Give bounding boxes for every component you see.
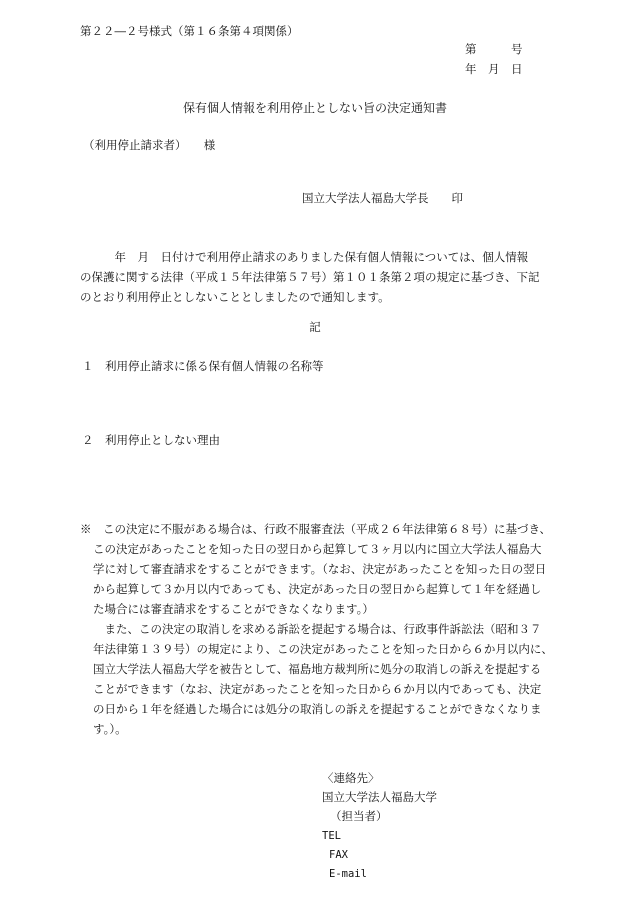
appeal-note	[80, 519, 570, 739]
note-line: この決定があったことを知った日の翌日から起算して３ヶ月以内に国立大学法人福島大	[93, 542, 542, 556]
contact-tel: TEL	[322, 829, 341, 842]
body-line: 年 月 日付けで利用停止請求のありました保有個人情報については、個人情報	[80, 250, 529, 264]
note-line: 年法律第１３９号）の規定により、この決定があったことを知った日から６か月以内に、	[93, 642, 553, 656]
note-line: す。）。	[93, 722, 127, 736]
document-title: 保有個人情報を利用停止としない旨の決定通知書	[182, 101, 447, 115]
body-paragraph	[80, 247, 560, 307]
contact-fax: FAX	[329, 848, 348, 861]
contact-heading: 〈連絡先〉	[322, 771, 380, 785]
note-line: から起算して３か月以内であっても、決定があった日の翌日から起算して１年を経過し	[93, 582, 542, 596]
note-line: た場合には審査請求をすることができなくなります。）	[93, 602, 374, 616]
body-line: の保護に関する法律（平成１５年法律第５７号）第１０１条第２項の規定に基づき、下記	[80, 270, 540, 284]
note-line: 国立大学法人福島大学を被告として、福島地方裁判所に処分の取消しの訴えを提起する	[93, 662, 542, 676]
note-line: 学に対して審査請求をすることができます。（なお、決定があったことを知った日の翌日	[93, 562, 547, 576]
document-number: 第 号	[465, 42, 523, 56]
contact-block	[322, 769, 437, 884]
document-date: 年 月 日	[465, 62, 523, 76]
note-line: ※ この決定に不服がある場合は、行政不服審査法（平成２６年法律第６８号）に基づき、	[80, 522, 552, 536]
form-number: 第２２―２号様式（第１６条第４項関係）	[80, 24, 299, 38]
body-line: のとおり利用停止としないこととしましたので通知します。	[80, 290, 390, 304]
contact-person: （担当者）	[330, 809, 388, 824]
contact-organization: 国立大学法人福島大学	[322, 790, 437, 805]
contact-email: E-mail	[329, 868, 367, 881]
item-target-information: １ 利用停止請求に係る保有個人情報の名称等	[82, 359, 324, 373]
sender-line: 国立大学法人福島大学長 印	[302, 191, 463, 205]
item-reason: ２ 利用停止としない理由	[82, 433, 220, 447]
note-line: ことができます（なお、決定があったことを知った日から６か月以内であっても、決定	[93, 682, 542, 696]
note-line: の日から１年を経過した場合には処分の取消しの訴えを提起することができなくなりま	[93, 702, 542, 716]
recipient-line: （利用停止請求者） 様	[83, 138, 216, 152]
record-heading: 記	[309, 320, 321, 334]
note-line: また、この決定の取消しを求める訴訟を提起する場合は、行政事件訴訟法（昭和３７	[93, 622, 542, 636]
